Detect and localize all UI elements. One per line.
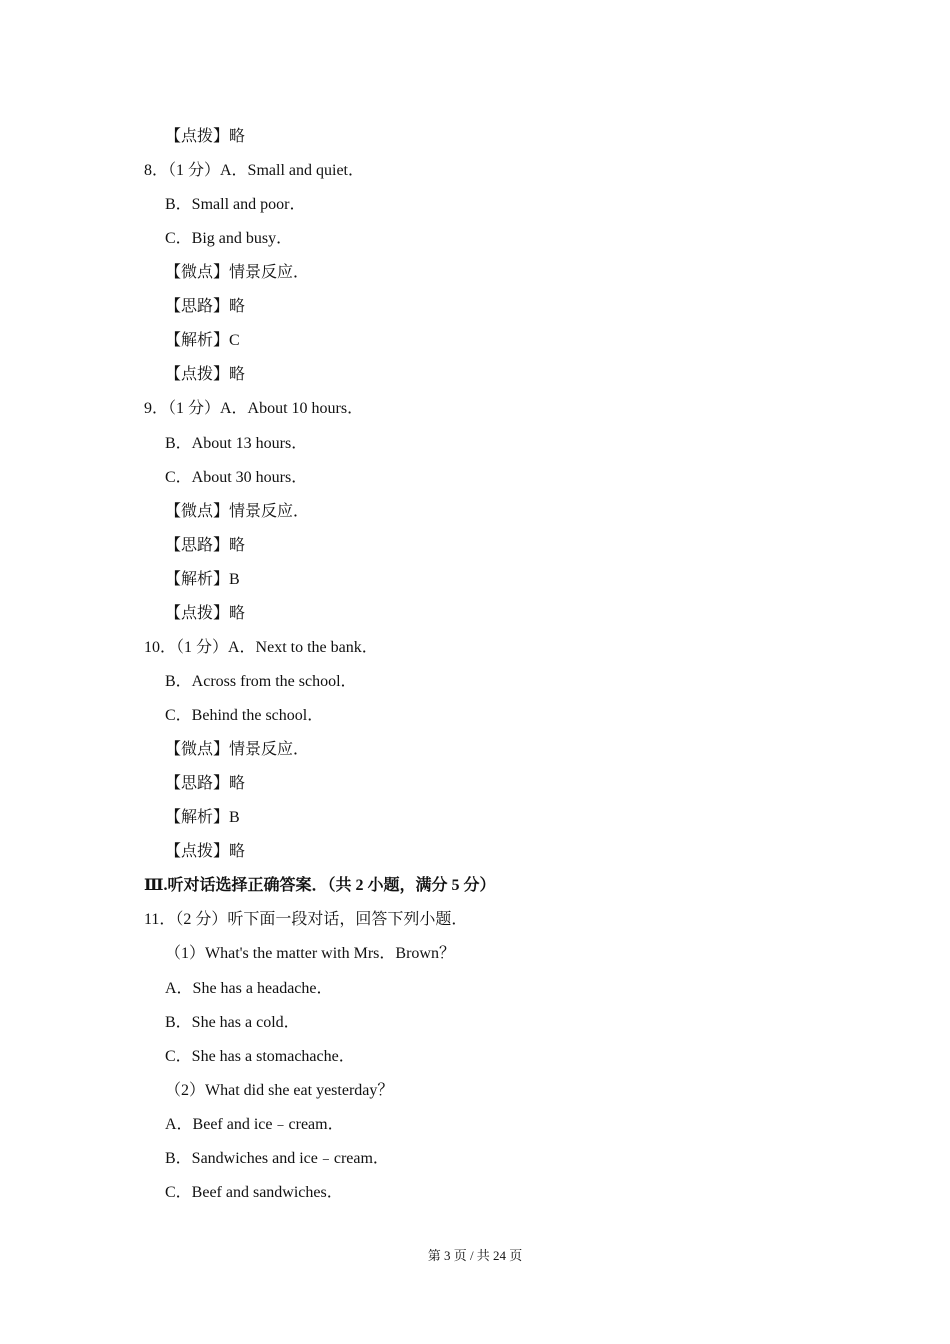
document-line: 8．（1 分）A．Small and quiet． [144,162,364,180]
document-line: 9．（1 分）A．About 10 hours． [144,400,364,418]
document-line: B．Small and poor． [165,196,306,214]
document-line: 【点拨】略 [165,604,246,622]
document-line: B．Sandwiches and ice﹣cream． [165,1149,389,1167]
document-line: C．Beef and sandwiches． [165,1183,343,1201]
document-line: C．Big and busy． [165,230,293,248]
document-line: C．She has a stomachache． [165,1047,355,1065]
document-line: B．Across from the school． [165,672,357,690]
document-line: 【解析】B [165,809,240,827]
document-line: （1）What's the matter with Mrs．Brown？ [165,945,455,963]
document-line: 【思路】略 [165,775,246,793]
page-footer: 第 3 页 / 共 24 页 [427,1248,523,1263]
document-line: A．She has a headache． [165,979,333,997]
document-line: 【解析】C [165,332,240,350]
document-line: 【点拨】略 [165,128,246,145]
document-line: 【微点】情景反应． [165,741,310,759]
document-line: 【点拨】略 [165,366,246,384]
document-line: A．Beef and ice﹣cream． [165,1115,344,1133]
document-line: 【解析】B [165,570,240,588]
document-line: 【思路】略 [165,298,246,316]
document-line: 【微点】情景反应． [165,502,310,520]
document-line: B．She has a cold． [165,1013,300,1031]
document-line: 10．（1 分）A．Next to the bank． [144,638,378,656]
document-line: 【思路】略 [165,536,246,554]
document-line: B．About 13 hours． [165,434,308,452]
document-line: 11．（2 分）听下面一段对话，回答下列小题． [144,911,468,929]
document-line: C．About 30 hours． [165,468,308,486]
document-line: 【点拨】略 [165,843,246,861]
document-line: 【微点】情景反应． [165,264,310,282]
document-line: C．Behind the school． [165,707,324,725]
section-heading: Ⅲ.听对话选择正确答案．（共 2 小题，满分 5 分） [144,877,496,895]
document-line: （2）What did she eat yesterday？ [165,1081,394,1099]
